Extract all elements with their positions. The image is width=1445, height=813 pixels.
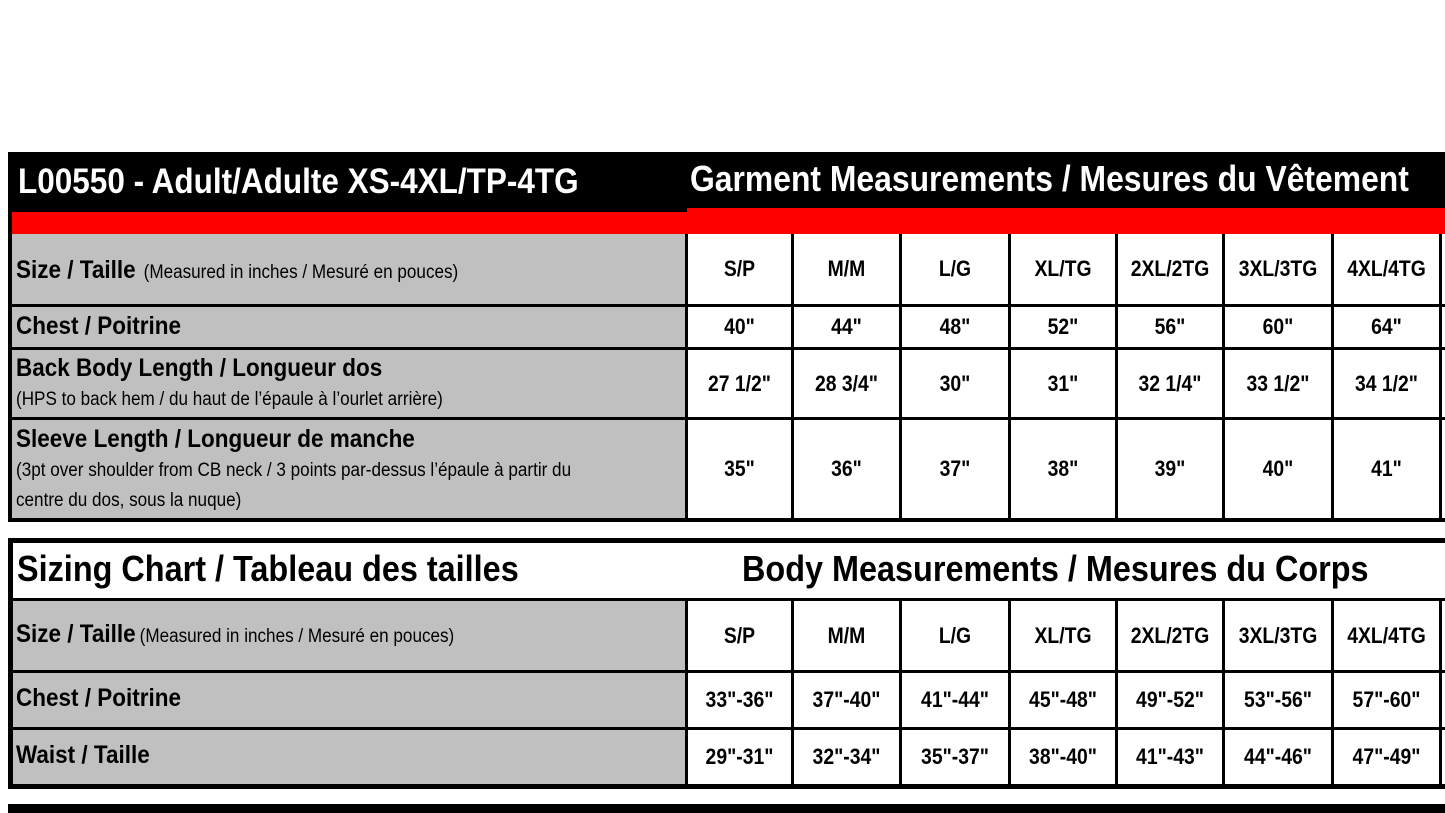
value-cell: 40" [1262, 456, 1294, 481]
body-section-title: Body Measurements / Mesures du Corps [742, 548, 1369, 589]
table-bottom-border [8, 784, 1445, 789]
size-header: XL/TG [1034, 256, 1092, 281]
size-note: (Measured in inches / Mesuré en pouces) [143, 262, 459, 283]
size-header: XL/TG [1034, 622, 1092, 648]
value-cell: 33"-36" [705, 687, 774, 712]
value-cell: 35" [724, 456, 755, 481]
col-divider [899, 601, 902, 786]
col-divider [1331, 234, 1334, 522]
value-cell: 31" [1047, 370, 1079, 396]
value-cell: 57"-60" [1352, 687, 1421, 712]
size-header: S/P [723, 622, 756, 648]
size-header: L/G [938, 256, 972, 281]
size-header: S/P [723, 256, 756, 281]
value-cell: 36" [831, 456, 862, 481]
size-header: 3XL/3TG [1238, 622, 1318, 648]
value-cell: 44" [831, 314, 862, 339]
col-divider [899, 234, 902, 522]
value-cell: 45"-48" [1029, 687, 1097, 712]
size-header: 4XL/4TG [1347, 256, 1426, 281]
value-cell: 40" [724, 314, 755, 339]
value-cell: 44"-46" [1244, 744, 1312, 769]
col-divider [685, 601, 688, 786]
size-header: L/G [938, 622, 972, 648]
value-cell: 32"-34" [812, 744, 881, 769]
value-cell: 41"-43" [1136, 744, 1204, 769]
col-divider [1222, 234, 1225, 522]
col-divider [1439, 601, 1442, 786]
row-label: Chest / Poitrine [16, 684, 182, 712]
value-cell: 34 1/2" [1354, 370, 1419, 396]
value-cell: 35"-37" [921, 744, 989, 769]
value-cell: 29"-31" [705, 744, 774, 769]
value-cell: 30" [939, 370, 971, 396]
row-label: Back Body Length / Longueur dos [16, 354, 383, 382]
value-cell: 41" [1371, 456, 1402, 481]
size-header: 2XL/2TG [1130, 622, 1210, 648]
row-label: Waist / Taille [16, 741, 150, 769]
value-cell: 41"-44" [921, 687, 989, 712]
next-table-top-border [8, 804, 1445, 813]
table-bottom-border [8, 518, 1445, 522]
value-cell: 47"-49" [1352, 744, 1421, 769]
col-divider [1222, 601, 1225, 786]
value-cell: 52" [1047, 314, 1079, 339]
value-cell: 53"-56" [1244, 687, 1312, 712]
col-divider [1115, 234, 1118, 522]
col-divider [685, 234, 688, 522]
row-note: (HPS to back hem / du haut de l’épaule à l’ourlet arrière) [16, 389, 443, 410]
garment-section-title: Garment Measurements / Mesures du Vêtement [690, 158, 1409, 199]
value-cell: 32 1/4" [1138, 370, 1202, 396]
value-cell: 33 1/2" [1246, 370, 1310, 396]
value-cell: 38"-40" [1029, 744, 1097, 769]
value-cell: 56" [1154, 314, 1186, 339]
col-divider [1008, 601, 1011, 786]
size-header: M/M [827, 256, 866, 281]
col-divider [1115, 601, 1118, 786]
size-header: 4XL/4TG [1347, 622, 1426, 648]
value-cell: 64" [1371, 314, 1402, 339]
row-label: Sleeve Length / Longueur de manche [16, 425, 415, 453]
size-header: 3XL/3TG [1238, 256, 1318, 281]
row-label: Chest / Poitrine [16, 312, 182, 340]
size-label-text: Size / Taille [16, 256, 136, 284]
style-title: L00550 - Adult/Adulte XS-4XL/TP-4TG [18, 162, 579, 201]
value-cell: 37"-40" [812, 687, 881, 712]
value-cell: 49"-52" [1136, 687, 1204, 712]
row-note: centre du dos, sous la nuque) [16, 490, 242, 511]
value-cell: 39" [1154, 456, 1186, 481]
value-cell: 37" [939, 456, 971, 481]
col-divider [1439, 234, 1442, 522]
value-cell: 60" [1262, 314, 1294, 339]
value-cell: 38" [1047, 456, 1079, 481]
col-divider [791, 601, 794, 786]
table-top-border [8, 538, 1445, 543]
value-cell: 48" [939, 314, 971, 339]
value-cell: 27 1/2" [707, 370, 772, 396]
accent-stripe-left [12, 212, 687, 234]
col-divider [791, 234, 794, 522]
col-divider [1008, 234, 1011, 522]
size-label-text: Size / Taille [16, 620, 136, 648]
size-label [16, 256, 458, 285]
size-note: (Measured in inches / Mesuré en pouces) [139, 626, 455, 647]
sizing-chart-title: Sizing Chart / Tableau des tailles [17, 548, 519, 589]
value-cell: 28 3/4" [814, 370, 879, 396]
size-label [16, 620, 454, 649]
size-header: 2XL/2TG [1130, 256, 1210, 281]
col-divider [1331, 601, 1334, 786]
accent-stripe-right [687, 208, 1445, 234]
size-header: M/M [827, 622, 866, 648]
row-note: (3pt over shoulder from CB neck / 3 points par-dessus l’épaule à partir du [16, 460, 572, 481]
